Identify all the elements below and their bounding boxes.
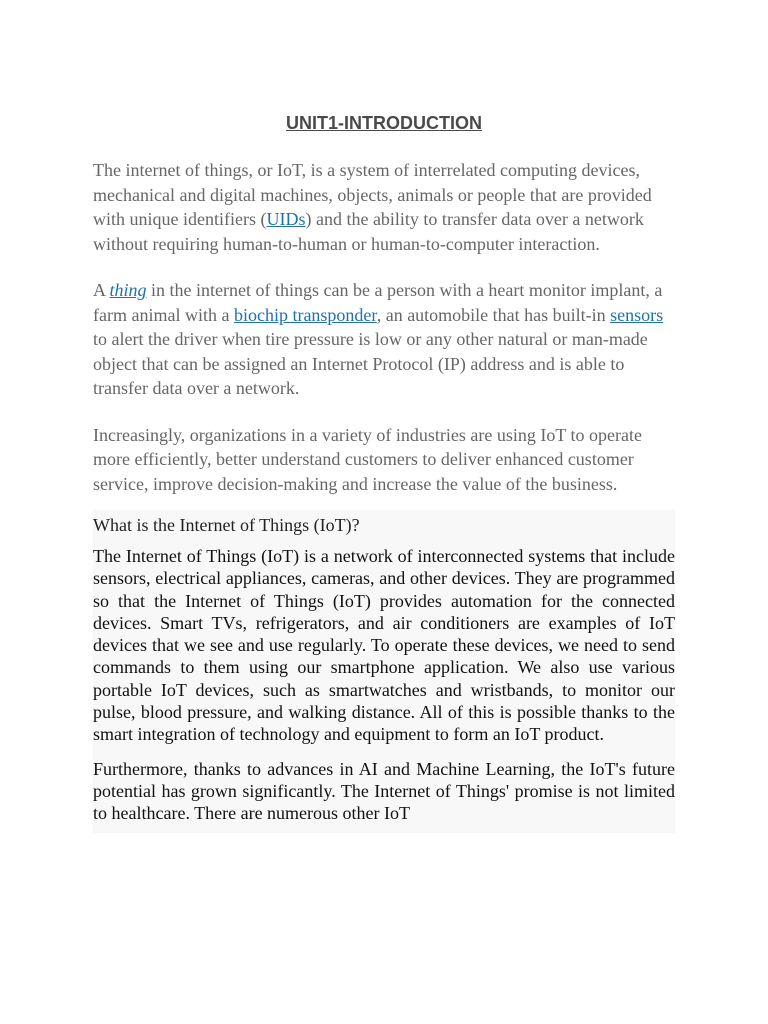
iot-definition-section bbox=[93, 510, 675, 833]
intro-paragraph bbox=[93, 158, 675, 256]
page-title: UNIT1-INTRODUCTION bbox=[286, 113, 482, 133]
section-heading: What is the Internet of Things (IoT)? bbox=[93, 515, 360, 535]
biochip-transponder-link[interactable]: biochip transponder bbox=[233, 304, 377, 325]
sensors-link[interactable]: sensors bbox=[610, 304, 664, 325]
thing-paragraph bbox=[93, 278, 675, 401]
thing-text-2: in the internet of things can be a person with a heart monitor implant, a farm animal with a bbox=[93, 280, 663, 325]
thing-text-3: , an automobile that has built-in bbox=[376, 304, 611, 325]
intro-text-end: ) and the ability to transfer data over a network without requiring human-to-human or human-to-computer interaction. bbox=[93, 209, 644, 254]
uids-link[interactable]: UIDs bbox=[266, 209, 306, 229]
iot-definition-paragraph: The Internet of Things (IoT) is a network of interconnected systems that include sensors, electrical appliances, cameras, and other devices. They are programmed so that the Internet of Things (IoT) provides automation for the connected devices. Smart TVs, refrigerators, and air conditioners are examples of IoT devices that we see and use regularly. To operate these devices, we need to send commands to them using our smartphone application. We also use various portable IoT devices, such as smartwatches and wristbands, to monitor our pulse, blood pressure, and walking distance. All of this is possible thanks to the smart integration of technology and equipment to form an IoT product. bbox=[93, 546, 675, 745]
document-page bbox=[93, 110, 675, 833]
organizations-paragraph: Increasingly, organizations in a variety of industries are using IoT to operate more efficiently, better understand customers to deliver enhanced customer service, improve decision-making and increase the value of the business. bbox=[93, 424, 642, 494]
thing-link[interactable]: thing bbox=[109, 280, 147, 300]
thing-text-4: to alert the driver when tire pressure is low or any other natural or man-made object that can be assigned an Internet Protocol (IP) address and is able to transfer data over a network. bbox=[93, 329, 648, 398]
thing-text-1: A bbox=[93, 280, 110, 300]
iot-future-paragraph: Furthermore, thanks to advances in AI and Machine Learning, the IoT's future potential has grown significantly. The Internet of Things' promise is not limited to healthcare. There are numerous other IoT bbox=[93, 758, 675, 824]
intro-text-start: The internet of things, or IoT, is a system of interrelated computing devices, mechanical and digital machines, objects, animals or people that are provided with unique identifiers ( bbox=[93, 160, 652, 229]
